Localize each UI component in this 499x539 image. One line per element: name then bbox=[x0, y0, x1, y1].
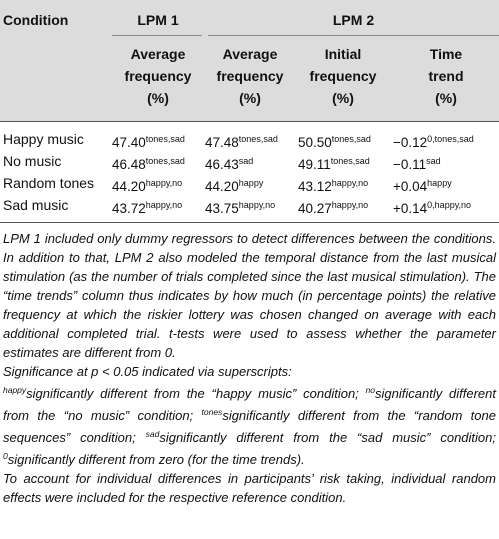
header-line: Average bbox=[130, 46, 186, 62]
table-cell: $43.75^{happy,no}$ bbox=[205, 200, 276, 216]
header-col-lpm1-average bbox=[112, 43, 204, 109]
footnote-superscripts: $^{happy}$significantly different from the “happy music” condition; $^{no}$significantly different from the “no music” condition; $^{tones}$significantly different from the “random tone sequences” condition; $^{sad}$significantly different from the “sad music” condition; $^0$significantly different from zero (for the time trends). bbox=[3, 385, 496, 467]
header-rule-lpm1 bbox=[112, 35, 202, 36]
header-bottom-rule bbox=[0, 121, 499, 122]
table-cell: $40.27^{happy,no}$ bbox=[298, 200, 369, 216]
footnote-significance: Significance at p < 0.05 indicated via superscripts: bbox=[3, 364, 292, 379]
table-cell: $-0.11^{sad}$ bbox=[393, 156, 441, 172]
header-rule-lpm2 bbox=[208, 35, 499, 36]
table-cell: $50.50^{tones,sad}$ bbox=[298, 134, 371, 150]
header-line: frequency bbox=[124, 68, 192, 84]
row-label: No music bbox=[3, 153, 62, 169]
table-cell: $46.43^{sad}$ bbox=[205, 156, 254, 172]
table-cell: $43.72^{happy,no}$ bbox=[112, 200, 183, 216]
table-footnotes bbox=[3, 229, 496, 507]
header-line: (%) bbox=[239, 90, 261, 106]
footnote-models: LPM 1 included only dummy regressors to detect differences between the conditions. In addition to that, LPM 2 also modeled the temporal distance from the last musical stimulation (as the number of trials completed since the last musical stimulation). The “time trends” column thus indicates by how much (in percentage points) the relative frequency at which the riskier lottery was chosen changed on average with each additional completed trial. t-tests were used to assess whether the parameter estimates are different from 0. bbox=[3, 231, 496, 360]
table-cell: $+0.04^{happy}$ bbox=[393, 178, 452, 194]
header-lpm1: LPM 1 bbox=[137, 12, 179, 28]
table-cell: $46.48^{tones,sad}$ bbox=[112, 156, 185, 172]
header-line: (%) bbox=[435, 90, 457, 106]
header-col-lpm2-trend bbox=[400, 43, 492, 109]
footnote-random-effects: To account for individual differences in participants’ risk taking, individual random effects were included for the respective reference condition. bbox=[3, 471, 496, 505]
header-line: trend bbox=[428, 68, 464, 84]
table-bottom-rule bbox=[0, 222, 499, 223]
table-cell: $43.12^{happy,no}$ bbox=[298, 178, 369, 194]
row-label: Random tones bbox=[3, 175, 95, 191]
header-line: frequency bbox=[309, 68, 377, 84]
table-cell: $+0.14^{0,happy,no}$ bbox=[393, 200, 472, 216]
header-line: Average bbox=[222, 46, 278, 62]
header-line: Initial bbox=[324, 46, 362, 62]
table-cell: $44.20^{happy}$ bbox=[205, 178, 264, 194]
header-condition: Condition bbox=[3, 12, 69, 28]
header-line: (%) bbox=[332, 90, 354, 106]
table-cell: $47.48^{tones,sad}$ bbox=[205, 134, 278, 150]
row-label: Sad music bbox=[3, 197, 69, 213]
header-col-lpm2-initial bbox=[298, 43, 388, 109]
header-line: frequency bbox=[216, 68, 284, 84]
table-cell: $-0.12^{0,tones,sad}$ bbox=[393, 134, 474, 150]
table-cell: $49.11^{tones,sad}$ bbox=[298, 156, 370, 172]
table-cell: $44.20^{happy,no}$ bbox=[112, 178, 183, 194]
table-cell: $47.40^{tones,sad}$ bbox=[112, 134, 185, 150]
header-line: (%) bbox=[147, 90, 169, 106]
header-col-lpm2-average bbox=[208, 43, 292, 109]
header-line: Time bbox=[429, 46, 463, 62]
header-lpm2: LPM 2 bbox=[332, 12, 375, 28]
row-label: Happy music bbox=[3, 131, 84, 147]
